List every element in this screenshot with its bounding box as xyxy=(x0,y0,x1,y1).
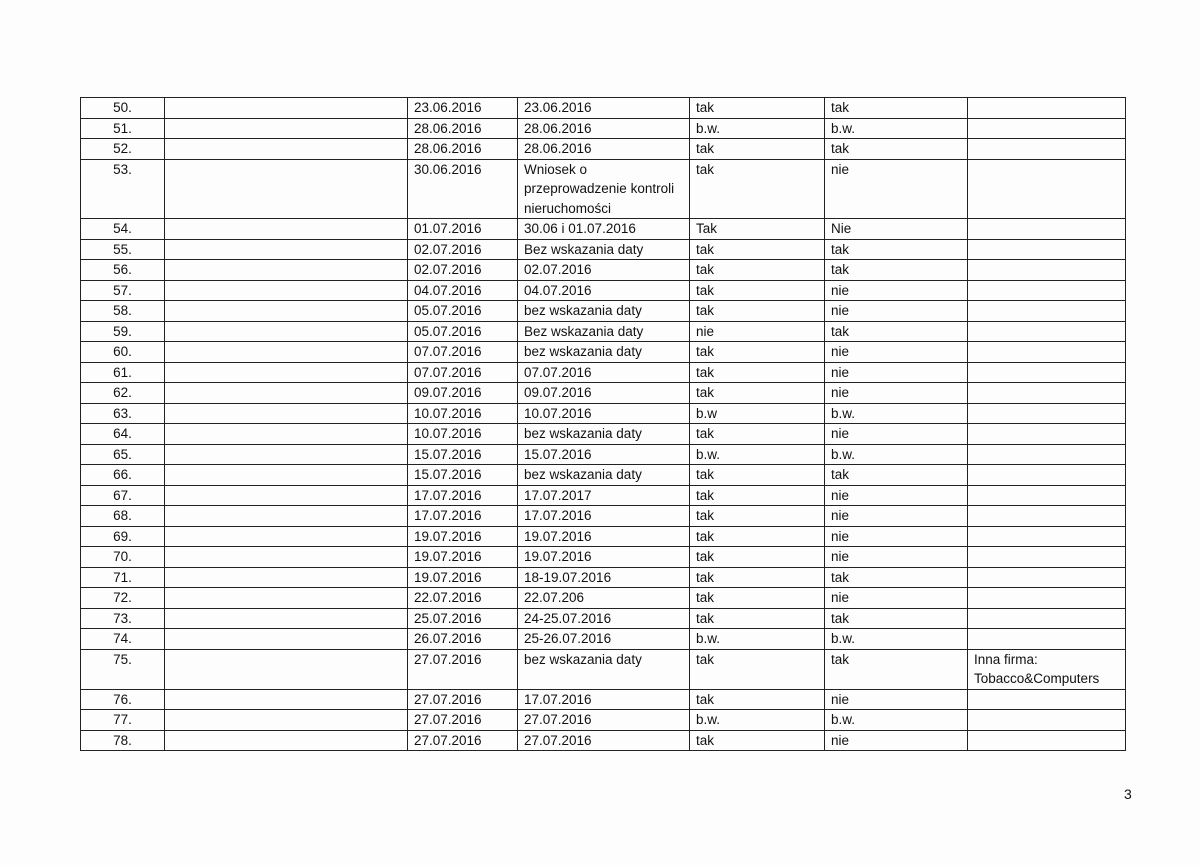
table-row xyxy=(81,98,1126,119)
table-row xyxy=(81,118,1126,139)
status-b-cell: tak xyxy=(825,139,968,160)
status-b-cell: tak xyxy=(825,465,968,486)
status-b-cell: tak xyxy=(825,260,968,281)
table-row xyxy=(81,588,1126,609)
note-cell xyxy=(968,710,1126,731)
status-a-cell: Tak xyxy=(690,219,825,240)
entry-date-cell: 26.07.2016 xyxy=(408,629,518,650)
note-cell xyxy=(968,506,1126,527)
row-number-cell: 63. xyxy=(81,403,165,424)
company-cell xyxy=(165,342,408,363)
entry-date-cell: 19.07.2016 xyxy=(408,526,518,547)
entry-date-cell: 17.07.2016 xyxy=(408,506,518,527)
company-cell xyxy=(165,239,408,260)
row-number-cell: 64. xyxy=(81,424,165,445)
entry-date-cell: 27.07.2016 xyxy=(408,689,518,710)
row-number-cell: 52. xyxy=(81,139,165,160)
note-cell xyxy=(968,362,1126,383)
entry-date-cell: 30.06.2016 xyxy=(408,159,518,219)
table-row xyxy=(81,362,1126,383)
status-b-cell: nie xyxy=(825,485,968,506)
status-a-cell: tak xyxy=(690,588,825,609)
status-a-cell: b.w. xyxy=(690,444,825,465)
status-a-cell: tak xyxy=(690,383,825,404)
table-row xyxy=(81,342,1126,363)
event-date-cell: 17.07.2017 xyxy=(518,485,690,506)
event-date-cell: bez wskazania daty xyxy=(518,342,690,363)
table-row xyxy=(81,219,1126,240)
register-table xyxy=(80,97,1126,751)
row-number-cell: 50. xyxy=(81,98,165,119)
entry-date-cell: 19.07.2016 xyxy=(408,567,518,588)
status-a-cell: tak xyxy=(690,159,825,219)
event-date-cell: bez wskazania daty xyxy=(518,649,690,689)
row-number-cell: 75. xyxy=(81,649,165,689)
entry-date-cell: 10.07.2016 xyxy=(408,424,518,445)
event-date-cell: 15.07.2016 xyxy=(518,444,690,465)
status-a-cell: tak xyxy=(690,362,825,383)
company-cell xyxy=(165,118,408,139)
company-cell xyxy=(165,424,408,445)
row-number-cell: 65. xyxy=(81,444,165,465)
table-row xyxy=(81,424,1126,445)
table-row xyxy=(81,139,1126,160)
status-a-cell: tak xyxy=(690,98,825,119)
register-table-body xyxy=(81,98,1126,751)
event-date-cell: 24-25.07.2016 xyxy=(518,608,690,629)
row-number-cell: 71. xyxy=(81,567,165,588)
entry-date-cell: 23.06.2016 xyxy=(408,98,518,119)
status-b-cell: b.w. xyxy=(825,118,968,139)
status-a-cell: tak xyxy=(690,301,825,322)
row-number-cell: 78. xyxy=(81,730,165,751)
table-row xyxy=(81,465,1126,486)
company-cell xyxy=(165,139,408,160)
event-date-cell: Bez wskazania daty xyxy=(518,321,690,342)
entry-date-cell: 17.07.2016 xyxy=(408,485,518,506)
table-row xyxy=(81,239,1126,260)
entry-date-cell: 07.07.2016 xyxy=(408,362,518,383)
table-row xyxy=(81,526,1126,547)
note-cell xyxy=(968,321,1126,342)
entry-date-cell: 22.07.2016 xyxy=(408,588,518,609)
row-number-cell: 70. xyxy=(81,547,165,568)
event-date-cell: 09.07.2016 xyxy=(518,383,690,404)
status-b-cell: nie xyxy=(825,301,968,322)
entry-date-cell: 27.07.2016 xyxy=(408,730,518,751)
table-row xyxy=(81,260,1126,281)
event-date-cell: 17.07.2016 xyxy=(518,506,690,527)
status-b-cell: nie xyxy=(825,280,968,301)
company-cell xyxy=(165,485,408,506)
table-row xyxy=(81,649,1126,689)
note-cell xyxy=(968,444,1126,465)
entry-date-cell: 28.06.2016 xyxy=(408,118,518,139)
note-cell xyxy=(968,139,1126,160)
event-date-cell: 18-19.07.2016 xyxy=(518,567,690,588)
note-cell xyxy=(968,260,1126,281)
note-cell xyxy=(968,239,1126,260)
row-number-cell: 59. xyxy=(81,321,165,342)
company-cell xyxy=(165,689,408,710)
status-b-cell: nie xyxy=(825,689,968,710)
row-number-cell: 61. xyxy=(81,362,165,383)
company-cell xyxy=(165,383,408,404)
status-a-cell: b.w xyxy=(690,403,825,424)
event-date-cell: 04.07.2016 xyxy=(518,280,690,301)
row-number-cell: 66. xyxy=(81,465,165,486)
note-cell xyxy=(968,689,1126,710)
company-cell xyxy=(165,219,408,240)
event-date-cell: 23.06.2016 xyxy=(518,98,690,119)
event-date-cell: 28.06.2016 xyxy=(518,139,690,160)
table-row xyxy=(81,280,1126,301)
note-cell xyxy=(968,547,1126,568)
event-date-cell: 22.07.206 xyxy=(518,588,690,609)
status-a-cell: b.w. xyxy=(690,710,825,731)
entry-date-cell: 15.07.2016 xyxy=(408,444,518,465)
table-row xyxy=(81,629,1126,650)
status-a-cell: tak xyxy=(690,730,825,751)
event-date-cell: 30.06 i 01.07.2016 xyxy=(518,219,690,240)
note-cell xyxy=(968,403,1126,424)
company-cell xyxy=(165,649,408,689)
table-row xyxy=(81,159,1126,219)
event-date-cell: 10.07.2016 xyxy=(518,403,690,424)
note-cell xyxy=(968,98,1126,119)
status-a-cell: tak xyxy=(690,506,825,527)
entry-date-cell: 04.07.2016 xyxy=(408,280,518,301)
status-a-cell: tak xyxy=(690,342,825,363)
company-cell xyxy=(165,547,408,568)
status-a-cell: tak xyxy=(690,239,825,260)
event-date-cell: Bez wskazania daty xyxy=(518,239,690,260)
event-date-cell: Wniosek o przeprowadzenie kontroli nieruchomości xyxy=(518,159,690,219)
row-number-cell: 60. xyxy=(81,342,165,363)
row-number-cell: 55. xyxy=(81,239,165,260)
status-b-cell: tak xyxy=(825,239,968,260)
note-cell xyxy=(968,485,1126,506)
event-date-cell: 27.07.2016 xyxy=(518,730,690,751)
note-cell xyxy=(968,301,1126,322)
entry-date-cell: 05.07.2016 xyxy=(408,321,518,342)
row-number-cell: 62. xyxy=(81,383,165,404)
event-date-cell: 19.07.2016 xyxy=(518,547,690,568)
company-cell xyxy=(165,280,408,301)
entry-date-cell: 19.07.2016 xyxy=(408,547,518,568)
company-cell xyxy=(165,403,408,424)
status-a-cell: tak xyxy=(690,139,825,160)
company-cell xyxy=(165,567,408,588)
row-number-cell: 53. xyxy=(81,159,165,219)
entry-date-cell: 02.07.2016 xyxy=(408,239,518,260)
event-date-cell: 19.07.2016 xyxy=(518,526,690,547)
company-cell xyxy=(165,465,408,486)
note-cell xyxy=(968,526,1126,547)
entry-date-cell: 15.07.2016 xyxy=(408,465,518,486)
status-b-cell: tak xyxy=(825,649,968,689)
status-a-cell: tak xyxy=(690,567,825,588)
entry-date-cell: 02.07.2016 xyxy=(408,260,518,281)
status-a-cell: tak xyxy=(690,280,825,301)
company-cell xyxy=(165,629,408,650)
status-b-cell: nie xyxy=(825,159,968,219)
row-number-cell: 77. xyxy=(81,710,165,731)
entry-date-cell: 27.07.2016 xyxy=(408,649,518,689)
status-a-cell: tak xyxy=(690,608,825,629)
event-date-cell: 25-26.07.2016 xyxy=(518,629,690,650)
status-a-cell: tak xyxy=(690,485,825,506)
status-a-cell: tak xyxy=(690,526,825,547)
row-number-cell: 67. xyxy=(81,485,165,506)
company-cell xyxy=(165,608,408,629)
company-cell xyxy=(165,526,408,547)
event-date-cell: 27.07.2016 xyxy=(518,710,690,731)
company-cell xyxy=(165,159,408,219)
note-cell: Inna firma: Tobacco&Computers xyxy=(968,649,1126,689)
row-number-cell: 56. xyxy=(81,260,165,281)
company-cell xyxy=(165,362,408,383)
entry-date-cell: 07.07.2016 xyxy=(408,342,518,363)
status-b-cell: nie xyxy=(825,506,968,527)
event-date-cell: bez wskazania daty xyxy=(518,465,690,486)
table-row xyxy=(81,547,1126,568)
status-b-cell: tak xyxy=(825,567,968,588)
event-date-cell: 28.06.2016 xyxy=(518,118,690,139)
status-b-cell: nie xyxy=(825,730,968,751)
row-number-cell: 69. xyxy=(81,526,165,547)
table-row xyxy=(81,567,1126,588)
note-cell xyxy=(968,730,1126,751)
company-cell xyxy=(165,588,408,609)
status-b-cell: tak xyxy=(825,608,968,629)
table-row xyxy=(81,444,1126,465)
company-cell xyxy=(165,710,408,731)
event-date-cell: 02.07.2016 xyxy=(518,260,690,281)
status-a-cell: tak xyxy=(690,260,825,281)
table-row xyxy=(81,383,1126,404)
note-cell xyxy=(968,219,1126,240)
table-row xyxy=(81,403,1126,424)
status-a-cell: b.w. xyxy=(690,118,825,139)
status-b-cell: b.w. xyxy=(825,444,968,465)
table-row xyxy=(81,730,1126,751)
company-cell xyxy=(165,321,408,342)
status-a-cell: b.w. xyxy=(690,629,825,650)
note-cell xyxy=(968,608,1126,629)
status-b-cell: nie xyxy=(825,424,968,445)
event-date-cell: bez wskazania daty xyxy=(518,301,690,322)
table-row xyxy=(81,689,1126,710)
company-cell xyxy=(165,260,408,281)
note-cell xyxy=(968,465,1126,486)
note-cell xyxy=(968,383,1126,404)
entry-date-cell: 05.07.2016 xyxy=(408,301,518,322)
status-b-cell: Nie xyxy=(825,219,968,240)
row-number-cell: 68. xyxy=(81,506,165,527)
table-row xyxy=(81,608,1126,629)
status-b-cell: nie xyxy=(825,588,968,609)
entry-date-cell: 28.06.2016 xyxy=(408,139,518,160)
status-b-cell: nie xyxy=(825,547,968,568)
note-cell xyxy=(968,342,1126,363)
entry-date-cell: 01.07.2016 xyxy=(408,219,518,240)
status-b-cell: b.w. xyxy=(825,403,968,424)
note-cell xyxy=(968,588,1126,609)
event-date-cell: 07.07.2016 xyxy=(518,362,690,383)
row-number-cell: 51. xyxy=(81,118,165,139)
entry-date-cell: 09.07.2016 xyxy=(408,383,518,404)
entry-date-cell: 25.07.2016 xyxy=(408,608,518,629)
event-date-cell: 17.07.2016 xyxy=(518,689,690,710)
page-number: 3 xyxy=(1124,786,1132,802)
row-number-cell: 72. xyxy=(81,588,165,609)
event-date-cell: bez wskazania daty xyxy=(518,424,690,445)
note-cell xyxy=(968,118,1126,139)
status-b-cell: tak xyxy=(825,321,968,342)
row-number-cell: 58. xyxy=(81,301,165,322)
entry-date-cell: 27.07.2016 xyxy=(408,710,518,731)
note-cell xyxy=(968,567,1126,588)
table-row xyxy=(81,301,1126,322)
company-cell xyxy=(165,506,408,527)
table-row xyxy=(81,321,1126,342)
table-row xyxy=(81,506,1126,527)
row-number-cell: 74. xyxy=(81,629,165,650)
status-a-cell: tak xyxy=(690,465,825,486)
table-row xyxy=(81,485,1126,506)
note-cell xyxy=(968,159,1126,219)
status-a-cell: tak xyxy=(690,689,825,710)
company-cell xyxy=(165,98,408,119)
entry-date-cell: 10.07.2016 xyxy=(408,403,518,424)
table-row xyxy=(81,710,1126,731)
status-a-cell: tak xyxy=(690,547,825,568)
note-cell xyxy=(968,280,1126,301)
status-b-cell: nie xyxy=(825,383,968,404)
company-cell xyxy=(165,730,408,751)
row-number-cell: 76. xyxy=(81,689,165,710)
status-b-cell: b.w. xyxy=(825,629,968,650)
row-number-cell: 57. xyxy=(81,280,165,301)
company-cell xyxy=(165,444,408,465)
status-a-cell: tak xyxy=(690,424,825,445)
status-b-cell: nie xyxy=(825,526,968,547)
status-a-cell: tak xyxy=(690,649,825,689)
status-b-cell: nie xyxy=(825,362,968,383)
status-b-cell: b.w. xyxy=(825,710,968,731)
company-cell xyxy=(165,301,408,322)
row-number-cell: 54. xyxy=(81,219,165,240)
note-cell xyxy=(968,424,1126,445)
status-a-cell: nie xyxy=(690,321,825,342)
status-b-cell: tak xyxy=(825,98,968,119)
status-b-cell: nie xyxy=(825,342,968,363)
note-cell xyxy=(968,629,1126,650)
row-number-cell: 73. xyxy=(81,608,165,629)
